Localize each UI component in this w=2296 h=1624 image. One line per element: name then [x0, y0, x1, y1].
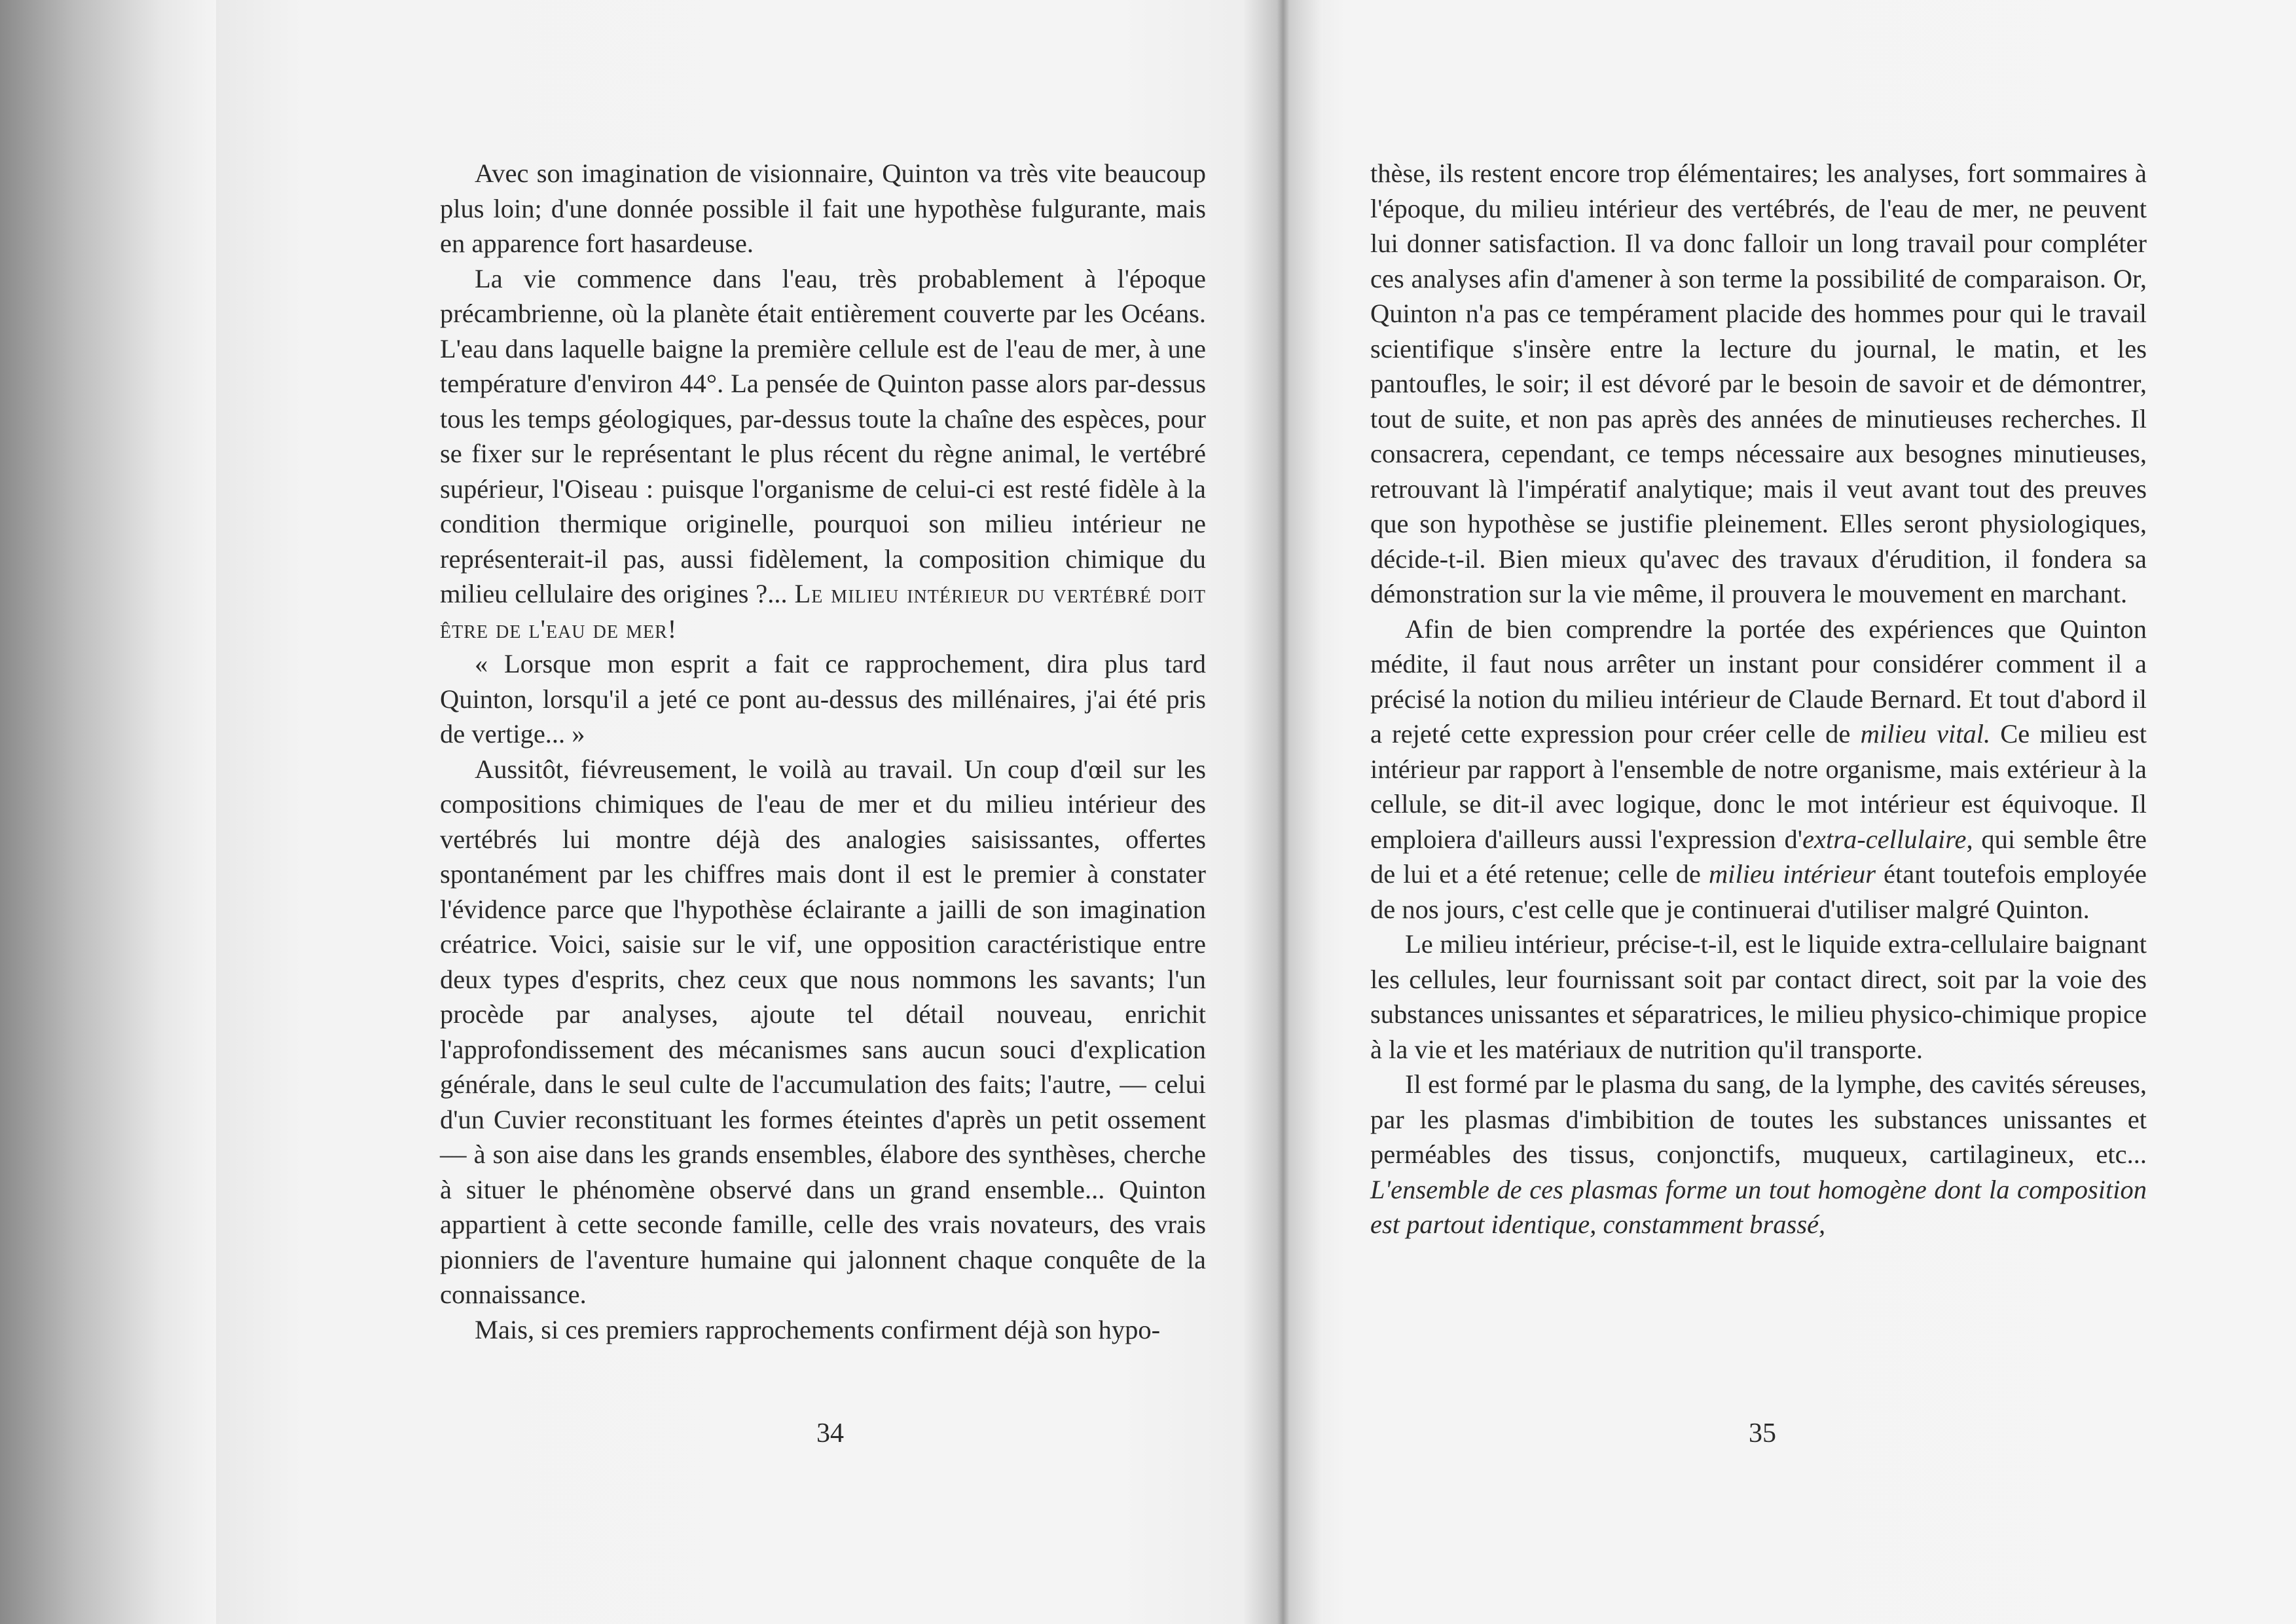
italic-term: extra-cellulaire [1802, 824, 1967, 854]
italic-term: milieu intérieur [1708, 859, 1876, 889]
page-number: 34 [816, 1418, 844, 1449]
paragraph-text: La vie commence dans l'eau, très probablement à l'époque précambrienne, où la planète était entièrement couverte par les Océans. L'eau dans laquelle baigne la première cellule est de l'eau de mer, à une température d'environ 44°. La pensée de Quinton passe alors par-dessus tous les temps géologiques, par-dessus toute la chaîne des espèces, pour se fixer sur le représentant le plus récent du règne animal, le vertébré supérieur, l'Oiseau : puisque l'organisme de celui-ci est resté fidèle à la condition thermique originelle, pourquoi son milieu intérieur ne représenterait-il pas, aussi fidèlement, la composition chimique du milieu cellulaire des origines ?... [440, 263, 1206, 608]
italic-passage: L'ensemble de ces plasmas forme un tout homogène dont la composition est partout identique, constamment brassé, [1370, 1174, 2147, 1239]
book-gutter [1244, 0, 1322, 1624]
paragraph-text: , qui semble être de lui et a été retenue; celle de [1370, 824, 2147, 889]
scanner-shadow [0, 0, 216, 1624]
paragraph-text: Il est formé par le plasma du sang, de la lymphe, des cavités séreuses, par les plasmas d'imbibition de toutes les substances unissantes et perméables des tissus, conjonctifs, muqueux, cartilagineux, etc... [1370, 1069, 2147, 1169]
paragraph: Avec son imagination de visionnaire, Quinton va très vite beaucoup plus loin; d'une donnée possible il fait une hypothèse fulgurante, mais en apparence fort hasardeuse. [440, 158, 1206, 258]
paragraph-text: Ce milieu est intérieur par rapport à l'ensemble de notre organisme, mais extérieur à la cellule, se dit-il avec logique, donc le mot intérieur est équivoque. Il emploiera d'ailleurs aussi l'expression d' [1370, 719, 2147, 854]
paragraph: Mais, si ces premiers rapprochements confirment déjà son hypo- [475, 1314, 1161, 1344]
page-number: 35 [1749, 1418, 1776, 1449]
paragraph-text: Afin de bien comprendre la portée des expériences que Quinton médite, il faut nous arrêter un instant pour considérer comment il a précisé la notion du milieu intérieur de Claude Bernard. Et tout d'abord il a rejeté cette expression pour créer celle de [1370, 614, 2147, 748]
paragraph [440, 261, 1206, 647]
paragraph: thèse, ils restent encore trop élémentaires; les analyses, fort sommaires à l'époque, du milieu intérieur des vertébrés, de l'eau de mer, ne peuvent lui donner satisfaction. Il va donc falloir un long travail pour compléter ces analyses afin d'amener à son terme la possibilité de comparaison. Or, Quinton n'a pas ce tempérament placide des hommes pour qui le travail scientifique s'insère entre la lecture du journal, le matin, et les pantoufles, le soir; il est dévoré par le besoin de savoir et de démontrer, tout de suite, et non pas après des années de minutieuses recherches. Il consacrera, cependant, ce temps nécessaire aux besognes minutieuses, retrouvant là l'impératif analytique; mais il veut avant tout des preuves que son hypothèse se justifie pleinement. Elles seront physiologiques, décide-t-il. Bien mieux qu'avec des travaux d'érudition, il fondera sa démonstration sur la vie même, il prouvera le mouvement en marchant. [1370, 158, 2147, 608]
paragraph [1370, 1067, 2147, 1242]
paragraph: Aussitôt, fiévreusement, le voilà au travail. Un coup d'œil sur les compositions chimiques de l'eau de mer et du milieu intérieur des vertébrés lui montre déjà des analogies saisissantes, offertes spontanément par les chiffres mais dont il est le premier à constater l'évidence parce que l'hypothèse éclairante a jailli de son imagination créatrice. Voici, saisie sur le vif, une opposition caractéristique entre deux types d'esprits, chez ceux que nous nommons les savants; l'un procède par analyses, ajoute tel détail nouveau, enrichit l'approfondissement des mécanismes sans aucun souci d'explication générale, dans le seul culte de l'accumulation des faits; l'autre, — celui d'un Cuvier reconstituant les formes éteintes d'après un petit ossement — à son aise dans les grands ensembles, élabore des synthèses, cherche à situer le phénomène observé dans un grand ensemble... Quinton appartient à cette seconde famille, celle des vrais novateurs, des vrais pionniers de l'aventure humaine qui jalonnent chaque conquête de la connaissance. [440, 754, 1206, 1309]
paragraph: Le milieu intérieur, précise-t-il, est le liquide extra-cellulaire baignant les cellules, leur fournissant soit par contact direct, soit par la voie des substances unissantes et séparatrices, le milieu physico-chimique propice à la vie et les matériaux de nutrition qu'il transporte. [1370, 929, 2147, 1064]
paragraph: « Lorsque mon esprit a fait ce rapprochement, dira plus tard Quinton, lorsqu'il a jeté ce pont au-dessus des millénaires, j'ai été pris de vertige... » [440, 649, 1206, 748]
right-page-text [1370, 156, 2147, 1242]
left-page-text [440, 156, 1206, 1347]
italic-term: milieu vital. [1860, 719, 1991, 748]
paragraph-text: étant toutefois employée de nos jours, c'est celle que je continuerai d'utiliser malgré Quinton. [1370, 859, 2147, 924]
paragraph [1370, 612, 2147, 927]
small-caps-phrase: Le milieu intérieur du vertébré doit être de l'eau de mer! [440, 579, 1206, 644]
